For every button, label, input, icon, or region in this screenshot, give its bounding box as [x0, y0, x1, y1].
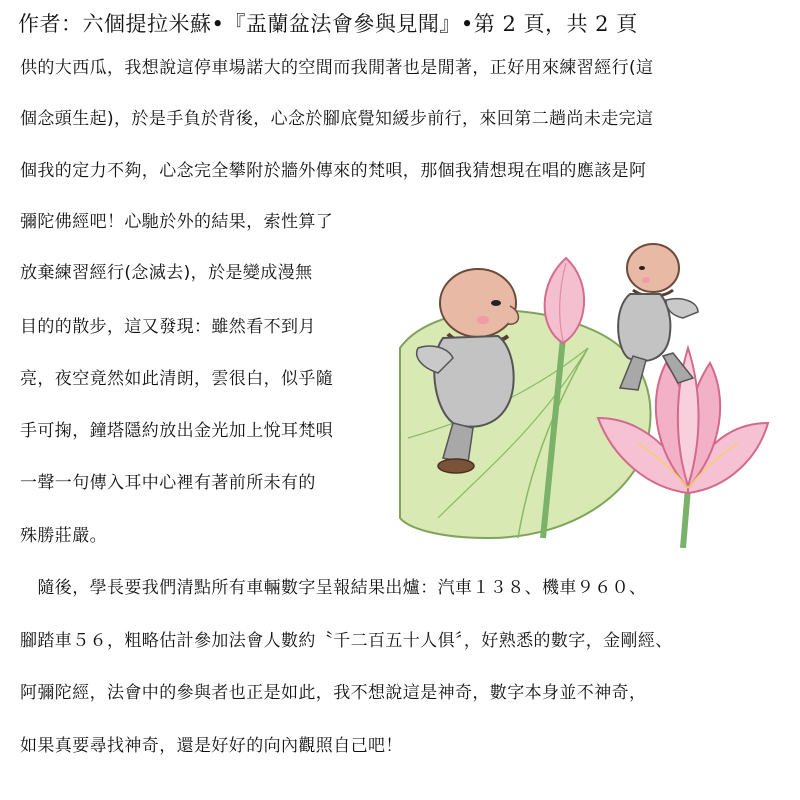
- text-line: 一聲一句傳入耳中心裡有著前所未有的: [20, 473, 316, 493]
- text-line: 阿彌陀經，法會中的參與者也正是如此，我不想說這是神奇，數字本身並不神奇，: [20, 683, 647, 703]
- monk-right: [618, 244, 698, 390]
- text-line: 放棄練習經行(念滅去)，於是變成漫無: [20, 263, 313, 283]
- text-line: 亮，夜空竟然如此清朗，雲很白，似乎隨: [20, 369, 334, 389]
- text-line: 手可掬，鐘塔隱約放出金光加上悅耳梵唄: [20, 421, 334, 441]
- text-line: 腳踏車５６，粗略估計參加法會人數約〝千二百五十人俱〞，好熟悉的數字，金剛經、: [20, 631, 673, 651]
- text-line: 個我的定力不夠，心念完全攀附於牆外傳來的梵唄，那個我猜想現在唱的應該是阿: [20, 161, 647, 181]
- text-line: 供的大西瓜，我想說這停車場諾大的空間而我閒著也是閒著，正好用來練習經行(這: [20, 58, 654, 78]
- text-line: 殊勝莊嚴。: [20, 526, 107, 546]
- text-line: 目的的散步，這又發現：雖然看不到月: [20, 317, 316, 337]
- text-line: 隨後，學長要我們清點所有車輛數字呈報結果出爐：汽車１３８、機車９６０、: [20, 578, 647, 598]
- text-line: 如果真要尋找神奇，還是好好的向內觀照自己吧！: [20, 736, 403, 756]
- text-line: 彌陀佛經吧！心馳於外的結果，索性算了: [20, 212, 334, 232]
- lotus-monks-illustration: [398, 238, 770, 548]
- page-header: 作者：六個提拉米蘇•『盂蘭盆法會參與見聞』•第 2 頁，共 2 頁: [18, 12, 638, 36]
- text-line: 個念頭生起)，於是手負於背後，心念於腳底覺知緩步前行，來回第二趟尚未走完這: [20, 109, 654, 129]
